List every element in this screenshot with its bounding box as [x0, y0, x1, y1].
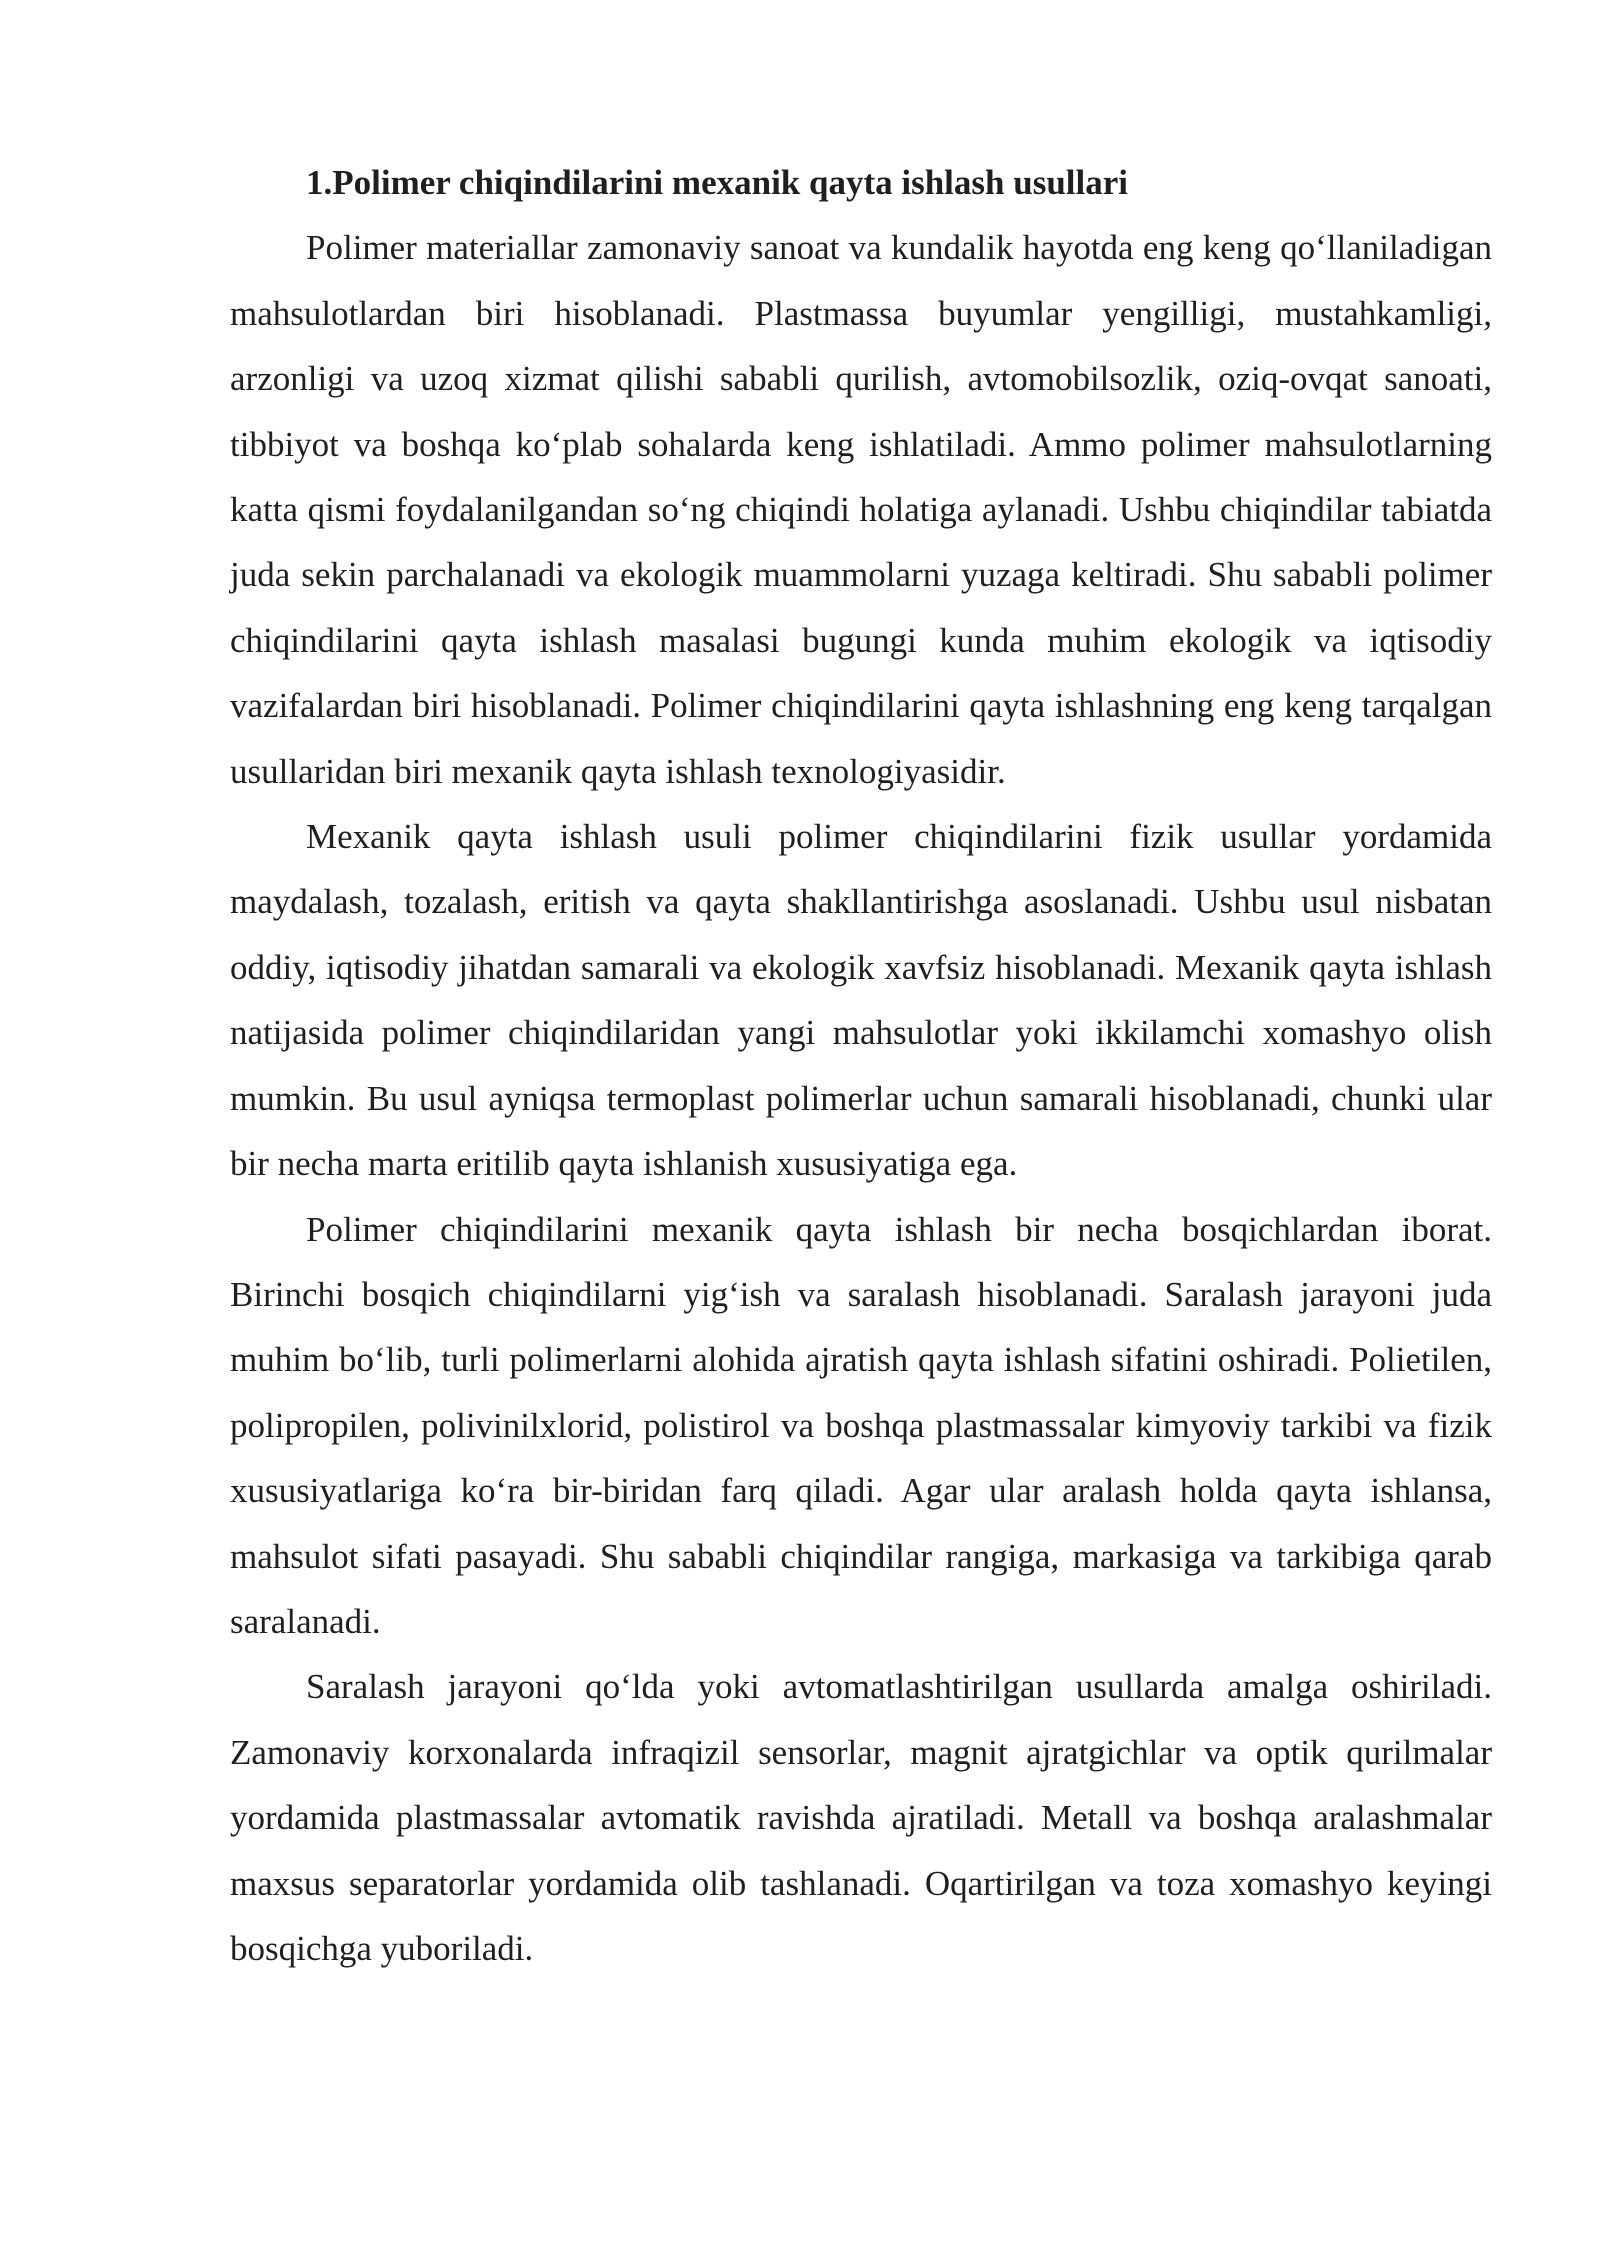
- section-heading: 1.Polimer chiqindilarini mexanik qayta ishlash usullari: [306, 163, 1129, 202]
- paragraph-3: Polimer chiqindilarini mexanik qayta ishlash bir necha bosqichlardan iborat. Birinchi bosqich chiqindilarni yig‘ish va saralash hisoblanadi. Saralash jarayoni juda muhim bo‘lib, turli polimerlarni alohida ajratish qayta ishlash sifatini oshiradi. Polietilen, polipropilen, polivinilxlorid, polistirol va boshqa plastmassalar kimyoviy tarkibi va fizik xususiyatlariga ko‘ra bir-biridan farq qiladi. Agar ular aralash holda qayta ishlansa, mahsulot sifati pasayadi. Shu sababli chiqindilar rangiga, markasiga va tarkibiga qarab saralanadi.: [230, 1209, 1492, 1641]
- paragraph-4: Saralash jarayoni qo‘lda yoki avtomatlashtirilgan usullarda amalga oshiriladi. Zamonaviy korxonalarda infraqizil sensorlar, magnit ajratgichlar va optik qurilmalar yordamida plastmassalar avtomatik ravishda ajratiladi. Metall va boshqa aralashmalar maxsus separatorlar yordamida olib tashlanadi. Oqartirilgan va toza xomashyo keyingi bosqichga yuboriladi.: [230, 1667, 1492, 1968]
- paragraph-2: Mexanik qayta ishlash usuli polimer chiqindilarini fizik usullar yordamida maydalash, tozalash, eritish va qayta shakllantirishga asoslanadi. Ushbu usul nisbatan oddiy, iqtisodiy jihatdan samarali va ekologik xavfsiz hisoblanadi. Mexanik qayta ishlash natijasida polimer chiqindilaridan yangi mahsulotlar yoki ikkilamchi xomashyo olish mumkin. Bu usul ayniqsa termoplast polimerlar uchun samarali hisoblanadi, chunki ular bir necha marta eritilib qayta ishlanish xususiyatiga ega.: [230, 817, 1492, 1184]
- document-body: [230, 150, 1492, 1981]
- paragraph-1: Polimer materiallar zamonaviy sanoat va kundalik hayotda eng keng qo‘llaniladigan mahsulotlardan biri hisoblanadi. Plastmassa buyumlar yengilligi, mustahkamligi, arzonligi va uzoq xizmat qilishi sababli qurilish, avtomobilsozlik, oziq-ovqat sanoati, tibbiyot va boshqa ko‘plab sohalarda keng ishlatiladi. Ammo polimer mahsulotlarning katta qismi foydalanilgandan so‘ng chiqindi holatiga aylanadi. Ushbu chiqindilar tabiatda juda sekin parchalanadi va ekologik muammolarni yuzaga keltiradi. Shu sababli polimer chiqindilarini qayta ishlash masalasi bugungi kunda muhim ekologik va iqtisodiy vazifalardan biri hisoblanadi. Polimer chiqindilarini qayta ishlashning eng keng tarqalgan usullaridan biri mexanik qayta ishlash texnologiyasidir.: [230, 228, 1492, 791]
